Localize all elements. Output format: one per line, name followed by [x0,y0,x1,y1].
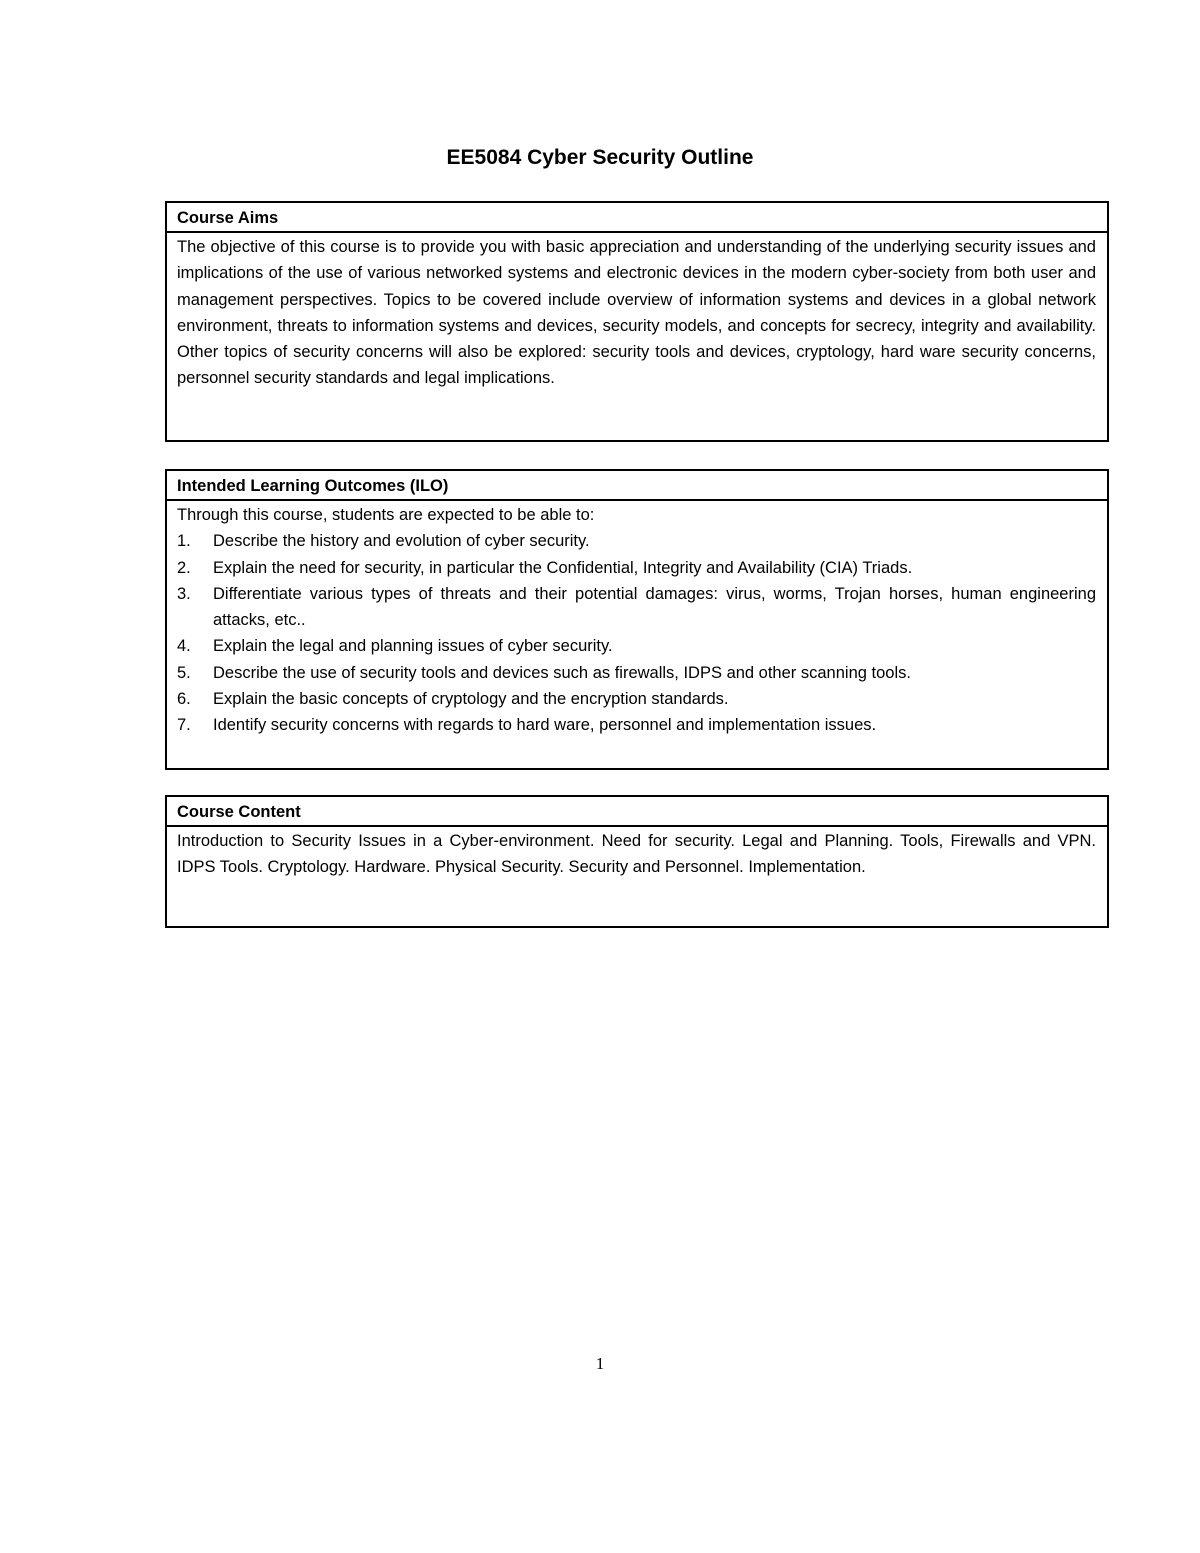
ilo-item-text: Describe the history and evolution of cyber security. [213,532,590,551]
ilo-list [177,528,1096,738]
ilo-item-number: 5. [177,663,191,682]
ilo-item [177,686,1096,712]
ilo-item [177,633,1096,659]
ilo-item-text: Explain the need for security, in particular the Confidential, Integrity and Availability (CIA) Triads. [213,558,913,577]
ilo-section [165,469,1109,770]
ilo-item [177,660,1096,686]
ilo-item-text: Identify security concerns with regards to hard ware, personnel and implementation issues. [213,716,877,735]
course-aims-heading: Course Aims [167,203,1107,233]
page-title: EE5084 Cyber Security Outline [446,146,754,169]
ilo-item-number: 2. [177,558,191,577]
ilo-item [177,528,1096,554]
ilo-body [167,501,1107,739]
course-content-section [165,795,1109,928]
ilo-item-text: Describe the use of security tools and devices such as firewalls, IDPS and other scanning tools. [213,663,911,682]
ilo-item [177,555,1096,581]
ilo-item-number: 3. [177,584,191,603]
ilo-intro: Through this course, students are expected to be able to: [177,506,595,524]
ilo-item [177,712,1096,738]
ilo-item-number: 1. [177,532,191,551]
course-aims-section [165,201,1109,442]
course-content-text: Introduction to Security Issues in a Cyber-environment. Need for security. Legal and Planning. Tools, Firewalls and VPN. IDPS Tools. Cryptology. Hardware. Physical Security. Security and Personnel. Implementation. [177,832,1096,877]
ilo-item [177,581,1096,634]
ilo-item-text: Explain the basic concepts of cryptology and the encryption standards. [213,690,729,709]
ilo-item-text: Differentiate various types of threats and their potential damages: virus, worms, Trojan horses, human engineering attacks, etc.. [213,584,1096,630]
ilo-item-text: Explain the legal and planning issues of cyber security. [213,637,613,656]
ilo-item-number: 7. [177,716,191,735]
ilo-item-number: 6. [177,690,191,709]
course-aims-text: The objective of this course is to provide you with basic appreciation and understanding of the underlying security issues and implications of the use of various networked systems and electronic devices in the modern cyber-society from both user and management perspectives. Topics to be covered include overview of information systems and devices in a global network environment, threats to information systems and devices, security models, and concepts for secrecy, integrity and availability. Other topics of security concerns will also be explored: security tools and devices, cryptology, hard ware security concerns, personnel security standards and legal implications. [177,238,1096,388]
page-number: 1 [595,1354,605,1373]
ilo-heading: Intended Learning Outcomes (ILO) [167,471,1107,501]
course-content-heading: Course Content [167,797,1107,827]
ilo-item-number: 4. [177,637,191,656]
